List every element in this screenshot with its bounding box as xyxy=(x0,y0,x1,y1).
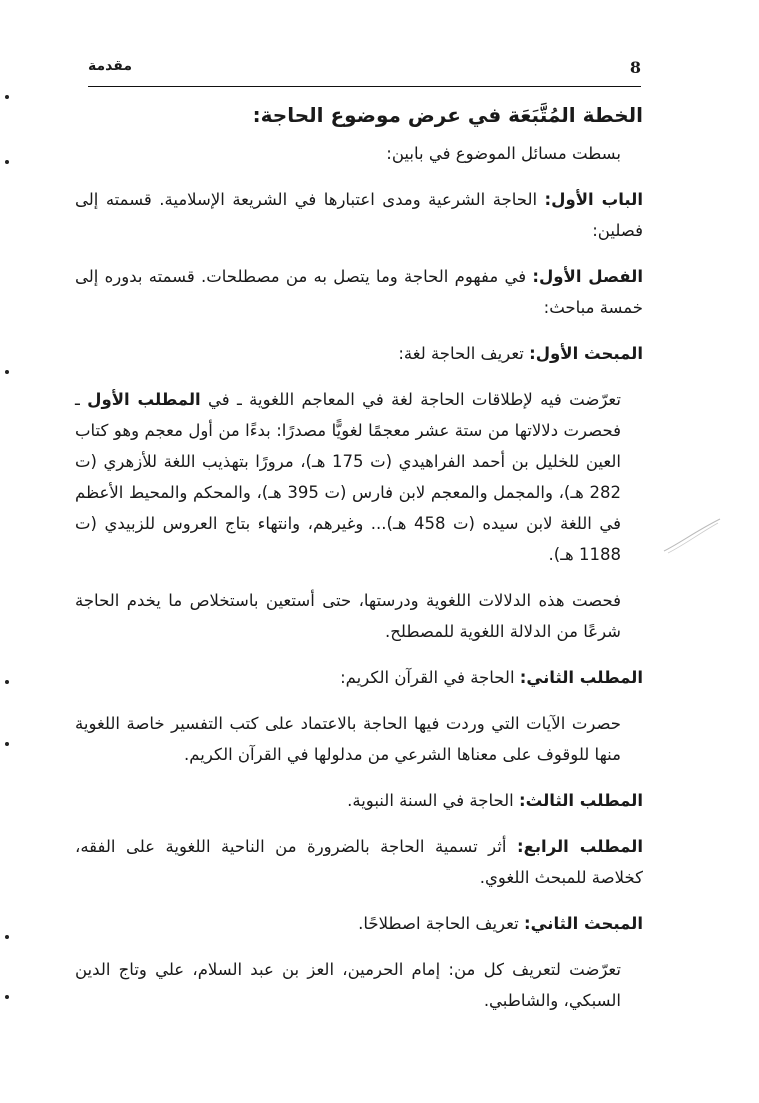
paragraph xyxy=(75,831,643,893)
term-label: المطلب الرابع: xyxy=(516,837,643,856)
section-heading: الخطة المُتَّبَعَة في عرض موضوع الحاجة: xyxy=(252,103,643,127)
margin-speck xyxy=(5,680,9,684)
term-label: المبحث الأول: xyxy=(529,344,643,363)
term-label: الفصل الأول: xyxy=(532,267,643,286)
page-body xyxy=(75,98,643,1031)
margin-pencil-mark xyxy=(662,515,722,555)
paragraph-text: الحاجة في القرآن الكريم: xyxy=(340,668,520,687)
paragraph-text: الحاجة في السنة النبوية. xyxy=(347,791,520,810)
paragraph-text: تعريف الحاجة اصطلاحًا. xyxy=(358,914,524,933)
running-title: مقدمة xyxy=(88,58,132,74)
paragraph-text: تعريف الحاجة لغة: xyxy=(398,344,530,363)
paragraph-text: أثر تسمية الحاجة بالضرورة من الناحية اللغوية على الفقه، كخلاصة للمبحث اللغوي. xyxy=(75,837,643,887)
paragraph-text: تعرّضت فيه لإطلاقات الحاجة لغة في المعاجم اللغوية ـ في xyxy=(200,390,621,409)
paragraph xyxy=(75,662,643,693)
paragraph xyxy=(75,908,643,939)
margin-speck xyxy=(5,995,9,999)
term-label: المبحث الثاني: xyxy=(523,914,643,933)
paragraph xyxy=(75,785,643,816)
margin-speck xyxy=(5,95,9,99)
term-label: الباب الأول: xyxy=(544,190,643,209)
margin-speck xyxy=(5,935,9,939)
term-label: المطلب الثاني: xyxy=(519,668,643,687)
margin-speck xyxy=(5,742,9,746)
paragraph xyxy=(75,261,643,323)
term-label: المطلب الأول xyxy=(87,390,201,409)
paragraph: حصرت الآيات التي وردت فيها الحاجة بالاعتماد على كتب التفسير خاصة اللغوية منها للوقوف على معناها الشرعي من مدلولها في القرآن الكريم. xyxy=(75,714,621,764)
paragraph: بسطت مسائل الموضوع في بابين: xyxy=(386,144,621,163)
margin-speck xyxy=(5,160,9,164)
page-header xyxy=(88,56,641,87)
paragraph xyxy=(75,338,643,369)
page-number: 8 xyxy=(629,58,641,77)
paragraph-text: في مفهوم الحاجة وما يتصل به من مصطلحات. قسمته بدوره إلى خمسة مباحث: xyxy=(75,267,643,317)
term-label: المطلب الثالث: xyxy=(519,791,643,810)
paragraph: فحصت هذه الدلالات اللغوية ودرستها، حتى أستعين باستخلاص ما يخدم الحاجة شرعًا من الدلالة اللغوية للمصطلح. xyxy=(75,591,621,641)
paragraph: تعرّضت لتعريف كل من: إمام الحرمين، العز بن عبد السلام، علي وتاج الدين السبكي، والشاطبي. xyxy=(75,960,621,1010)
paragraph xyxy=(75,384,643,570)
paragraph-text: الحاجة الشرعية ومدى اعتبارها في الشريعة الإسلامية. قسمته إلى فصلين: xyxy=(75,190,643,240)
paragraph xyxy=(75,184,643,246)
paragraph-text: ـ فحصرت دلالاتها من ستة عشر معجمًا لغويًّا مصدرًا: بدءًا من أول معجم وهو كتاب العين للخليل بن أحمد الفراهيدي (ت 175 هـ)، مرورًا بتهذيب اللغة للأزهري (ت 282 هـ)، والمجمل والمعجم لابن فارس (ت 395 هـ)، والمحكم والمحيط الأعظم في اللغة لابن سيده (ت 458 هـ)... وغيرهم، وانتهاء بتاج العروس للزبيدي (ت 1188 هـ). xyxy=(75,390,621,564)
margin-speck xyxy=(5,370,9,374)
